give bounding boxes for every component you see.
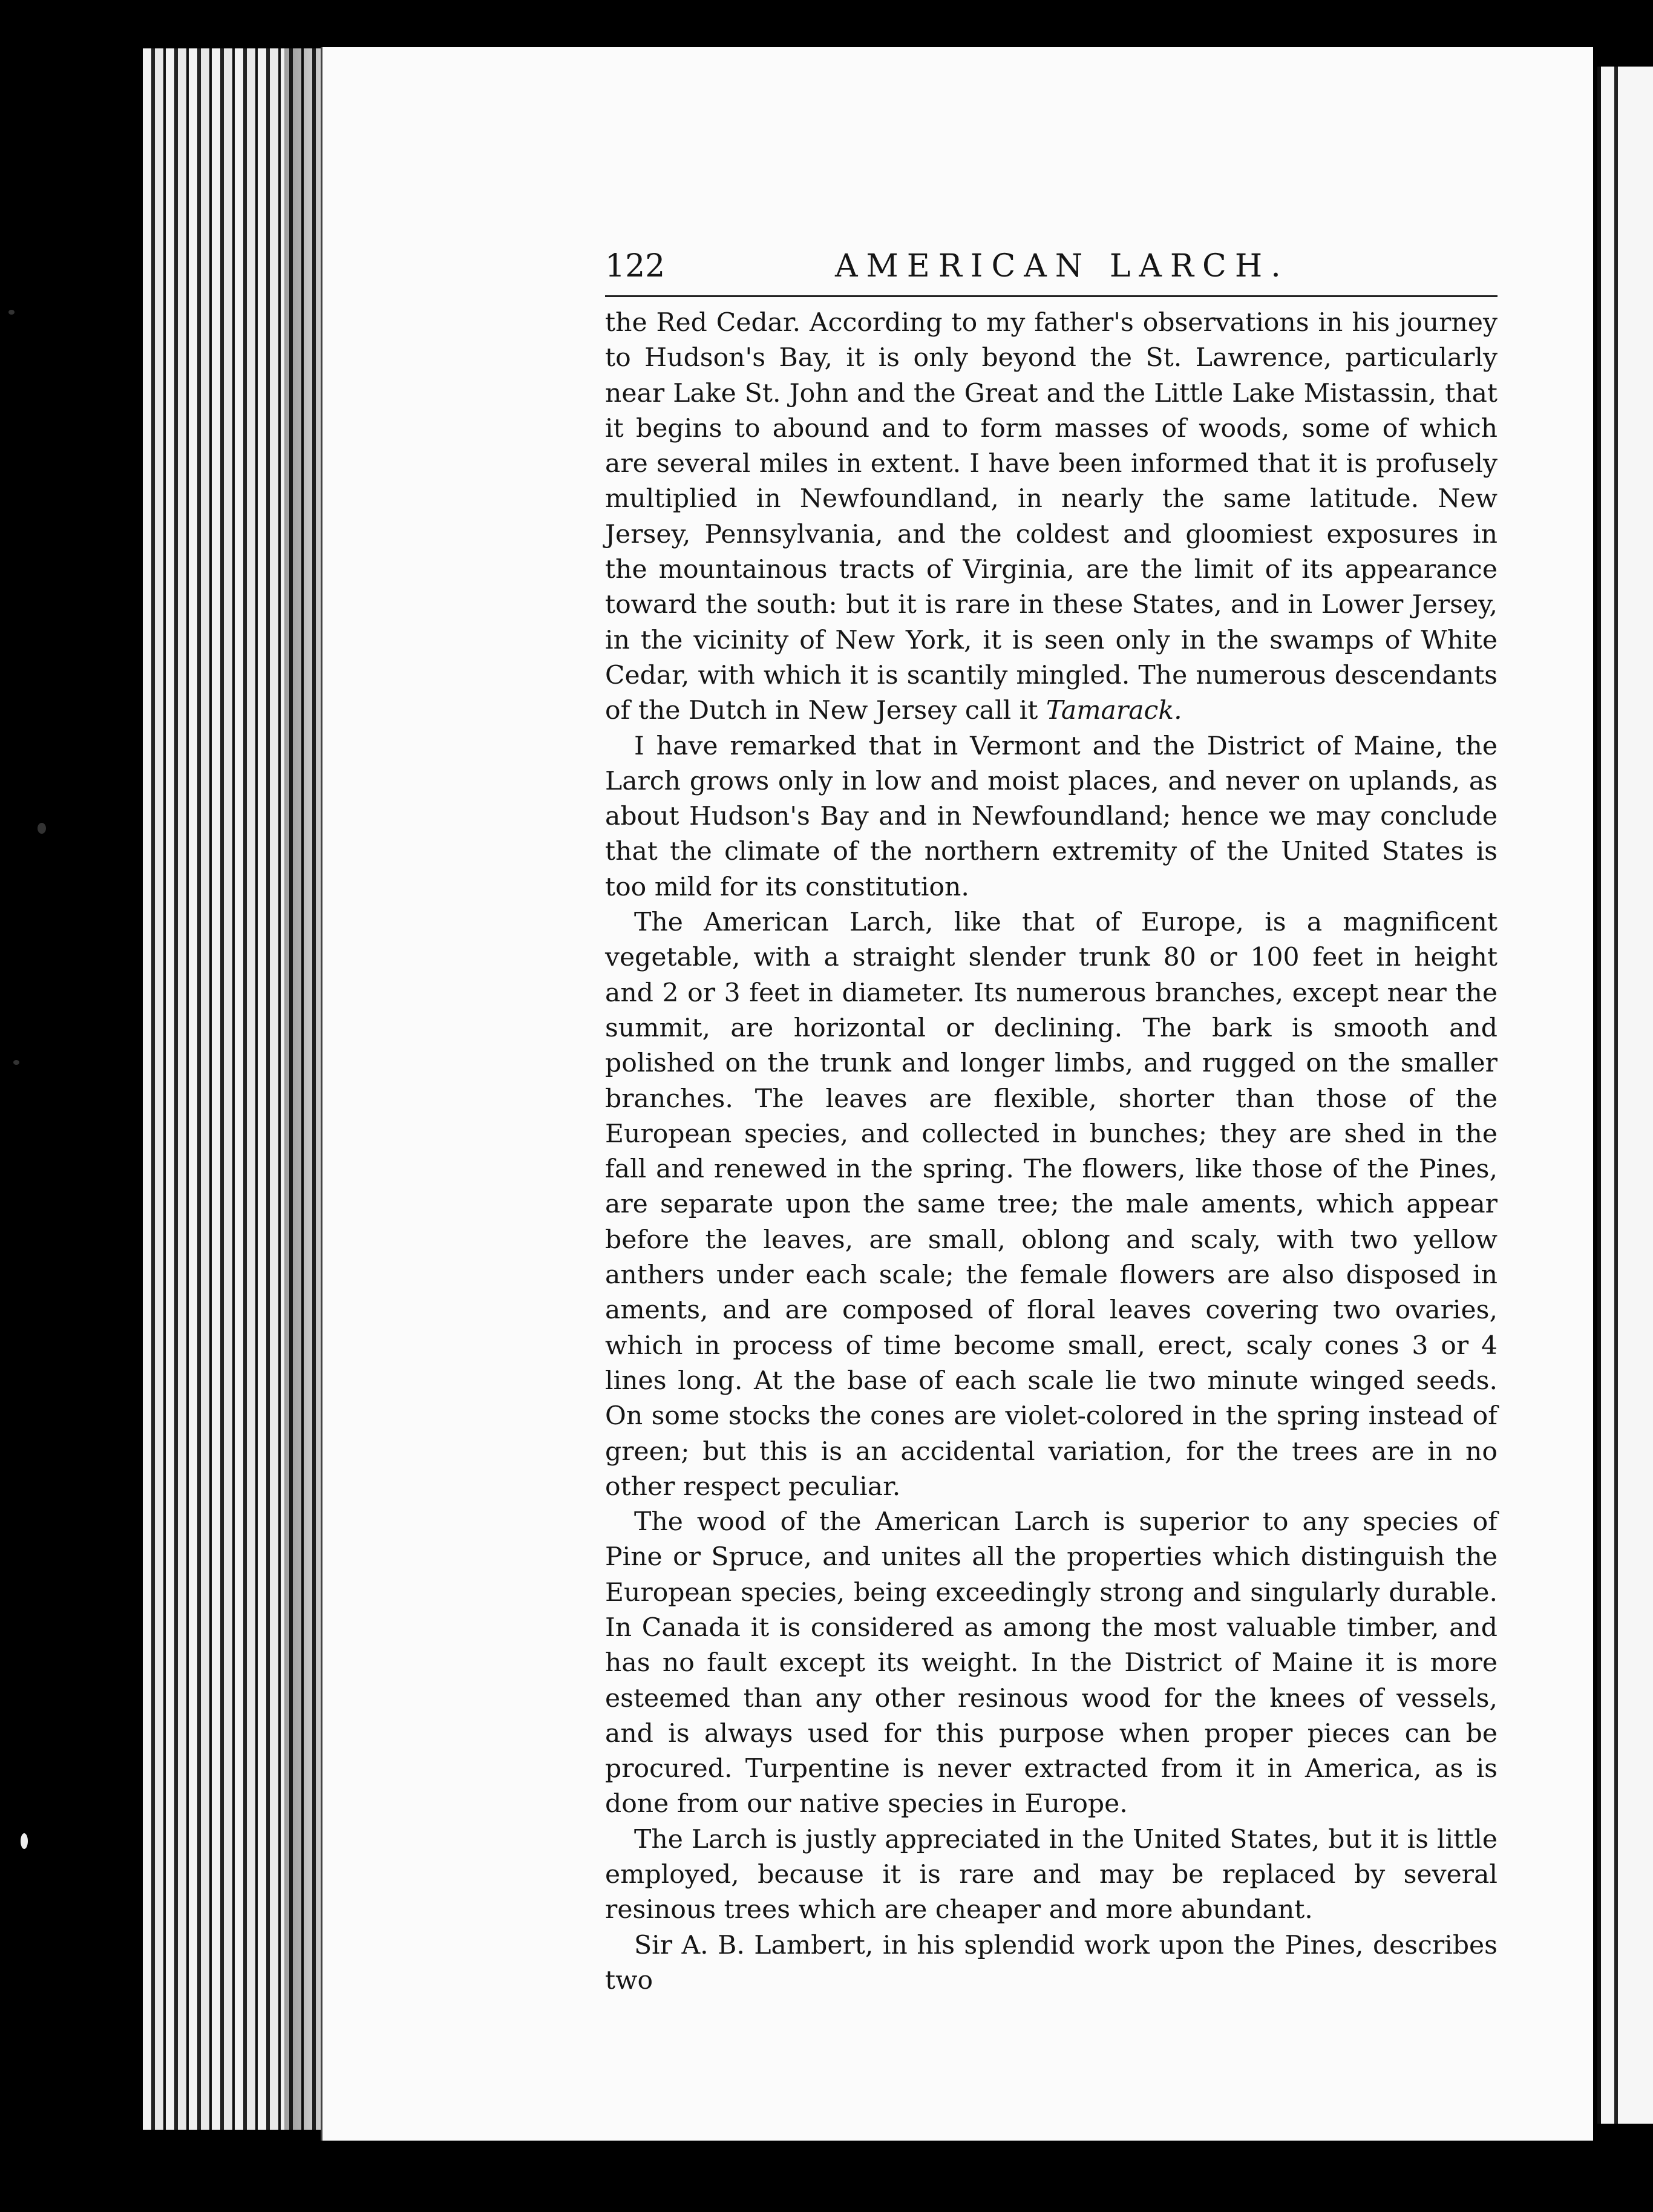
paragraph-3: The American Larch, like that of Europe, is a magnificent vegetable, with a straight slender trunk 80 or 100 feet in height and 2 or 3 feet in diameter. Its numerous branches, except near the summit, are horizontal or declining. The bark is smooth and polished on the trunk and longer limbs, and rugged on the smaller branches. The leaves are flexible, shorter than those of the European species, and collected in bunches; they are shed in the fall and renewed in the spring. The flowers, like those of the Pines, are separate upon the same tree; the male aments, which appear before the leaves, are small, oblong and scaly, with two yellow anthers under each scale; the female flowers are also disposed in aments, and are composed of floral leaves covering two ovaries, which in process of time become small, erect, scaly cones 3 or 4 lines long. At the base of each scale lie two minute winged seeds. On some stocks the cones are violet-colored in the spring instead of green; but this is an accidental variation, for the trees are in no other respect peculiar. (605, 908, 1498, 1502)
margin-speck (8, 310, 15, 315)
paragraph-5: The Larch is justly appreciated in the United States, but it is little employed, because it is rare and may be replaced by several resinous trees which are cheaper and more abundant. (605, 1824, 1498, 1925)
running-head (605, 242, 1498, 290)
margin-speck (21, 1833, 28, 1849)
next-page-edge (1597, 67, 1653, 2124)
paragraph-2: I have remarked that in Vermont and the District of Maine, the Larch grows only in low and moist places, and never on uplands, as about Hudson's Bay and in Newfoundland; hence we may conclude that the climate of the northern extremity of the United States is too mild for its constitution. (605, 731, 1498, 902)
page-number: 122 (605, 248, 666, 284)
margin-speck (38, 823, 46, 834)
running-title: AMERICAN LARCH. (835, 248, 1289, 284)
page-text-block (605, 242, 1498, 1998)
next-page-gutter-line (1614, 67, 1618, 2124)
margin-speck (13, 1060, 19, 1065)
paragraph-1-italic: Tamarack. (1046, 696, 1182, 726)
paragraph-1-text: the Red Cedar. According to my father's observations in his journey to Hudson's Bay, it is only beyond the St. Lawrence, particularly near Lake St. John and the Great and the Little Lake Mistassin, that it begins to abound and to form masses of woods, some of which are several miles in extent. I have been informed that it is profusely multiplied in Newfoundland, in nearly the same latitude. New Jersey, Pennsylvania, and the coldest and gloomiest exposures in the mountainous tracts of Virginia, are the limit of its appearance toward the south: but it is rare in these States, and in Lower Jersey, in the vicinity of New York, it is seen only in the swamps of White Cedar, with which it is scantily mingled. The numerous descendants of the Dutch in New Jersey call it (605, 308, 1498, 726)
head-rule (605, 295, 1498, 297)
paragraph-6: Sir A. B. Lambert, in his splendid work upon the Pines, describes two (605, 1930, 1498, 1995)
paragraph-1 (605, 306, 1498, 729)
paragraph-4: The wood of the American Larch is superior to any species of Pine or Spruce, and unites all the properties which distinguish the European species, being exceedingly strong and singularly durable. In Canada it is considered as among the most valuable timber, and has no fault except its weight. In the District of Maine it is more esteemed than any other resinous wood for the knees of vessels, and is always used for this purpose when proper pieces can be procured. Turpentine is never extracted from it in America, as is done from our native species in Europe. (605, 1507, 1498, 1819)
